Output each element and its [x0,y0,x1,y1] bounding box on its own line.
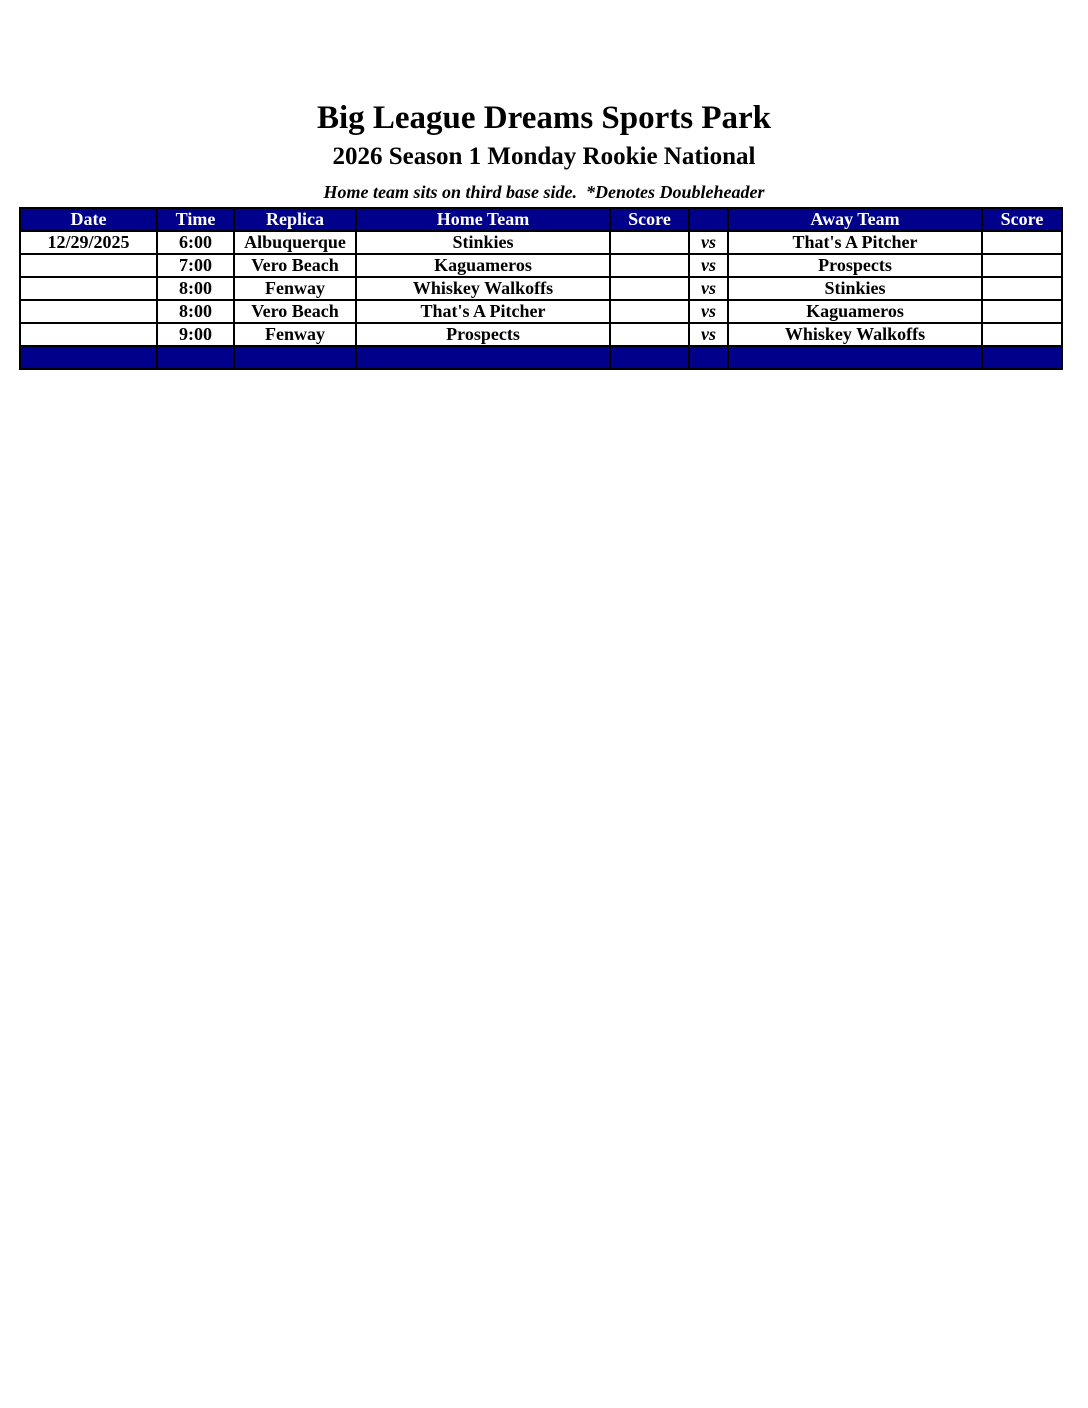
column-header-date: Date [20,208,157,231]
home-team-cell: That's A Pitcher [356,300,610,323]
page-title: Big League Dreams Sports Park [316,100,772,136]
home-score-cell [610,323,689,346]
time-cell: 6:00 [157,231,234,254]
table-row [20,254,1062,277]
away-score-cell [982,323,1062,346]
replica-cell: Albuquerque [234,231,356,254]
column-header-home-score: Score [610,208,689,231]
footer-cell [728,346,982,369]
home-team-cell: Kaguameros [356,254,610,277]
away-team-cell: Whiskey Walkoffs [728,323,982,346]
replica-cell: Fenway [234,277,356,300]
table-row [20,231,1062,254]
date-cell [20,277,157,300]
date-cell [20,300,157,323]
away-team-cell: Kaguameros [728,300,982,323]
away-score-cell [982,231,1062,254]
column-header-time: Time [157,208,234,231]
home-score-cell [610,254,689,277]
schedule-table [19,207,1063,370]
footer-cell [982,346,1062,369]
column-header-away-score: Score [982,208,1062,231]
footer-cell [689,346,728,369]
column-header-vs [689,208,728,231]
home-team-cell: Prospects [356,323,610,346]
time-cell: 9:00 [157,323,234,346]
replica-cell: Fenway [234,323,356,346]
away-team-cell: Prospects [728,254,982,277]
header-row [20,208,1062,231]
schedule-note: Home team sits on third base side. *Denotes Doubleheader [323,182,765,202]
footer-cell [20,346,157,369]
footer-cell [356,346,610,369]
home-score-cell [610,231,689,254]
page-subtitle: 2026 Season 1 Monday Rookie National [332,143,756,170]
table-row [20,323,1062,346]
footer-cell [610,346,689,369]
home-team-cell: Stinkies [356,231,610,254]
footer-cell [157,346,234,369]
date-cell: 12/29/2025 [20,231,157,254]
away-score-cell [982,277,1062,300]
away-team-cell: Stinkies [728,277,982,300]
date-cell [20,254,157,277]
time-cell: 8:00 [157,300,234,323]
time-cell: 8:00 [157,277,234,300]
column-header-away-team: Away Team [728,208,982,231]
column-header-replica: Replica [234,208,356,231]
away-score-cell [982,254,1062,277]
column-header-home-team: Home Team [356,208,610,231]
vs-cell: vs [689,254,728,277]
table-row [20,300,1062,323]
replica-cell: Vero Beach [234,254,356,277]
footer-cell [234,346,356,369]
date-cell [20,323,157,346]
vs-cell: vs [689,277,728,300]
time-cell: 7:00 [157,254,234,277]
vs-cell: vs [689,300,728,323]
home-score-cell [610,277,689,300]
replica-cell: Vero Beach [234,300,356,323]
vs-cell: vs [689,231,728,254]
away-team-cell: That's A Pitcher [728,231,982,254]
table-row [20,277,1062,300]
home-team-cell: Whiskey Walkoffs [356,277,610,300]
footer-row [20,346,1062,369]
vs-cell: vs [689,323,728,346]
away-score-cell [982,300,1062,323]
home-score-cell [610,300,689,323]
